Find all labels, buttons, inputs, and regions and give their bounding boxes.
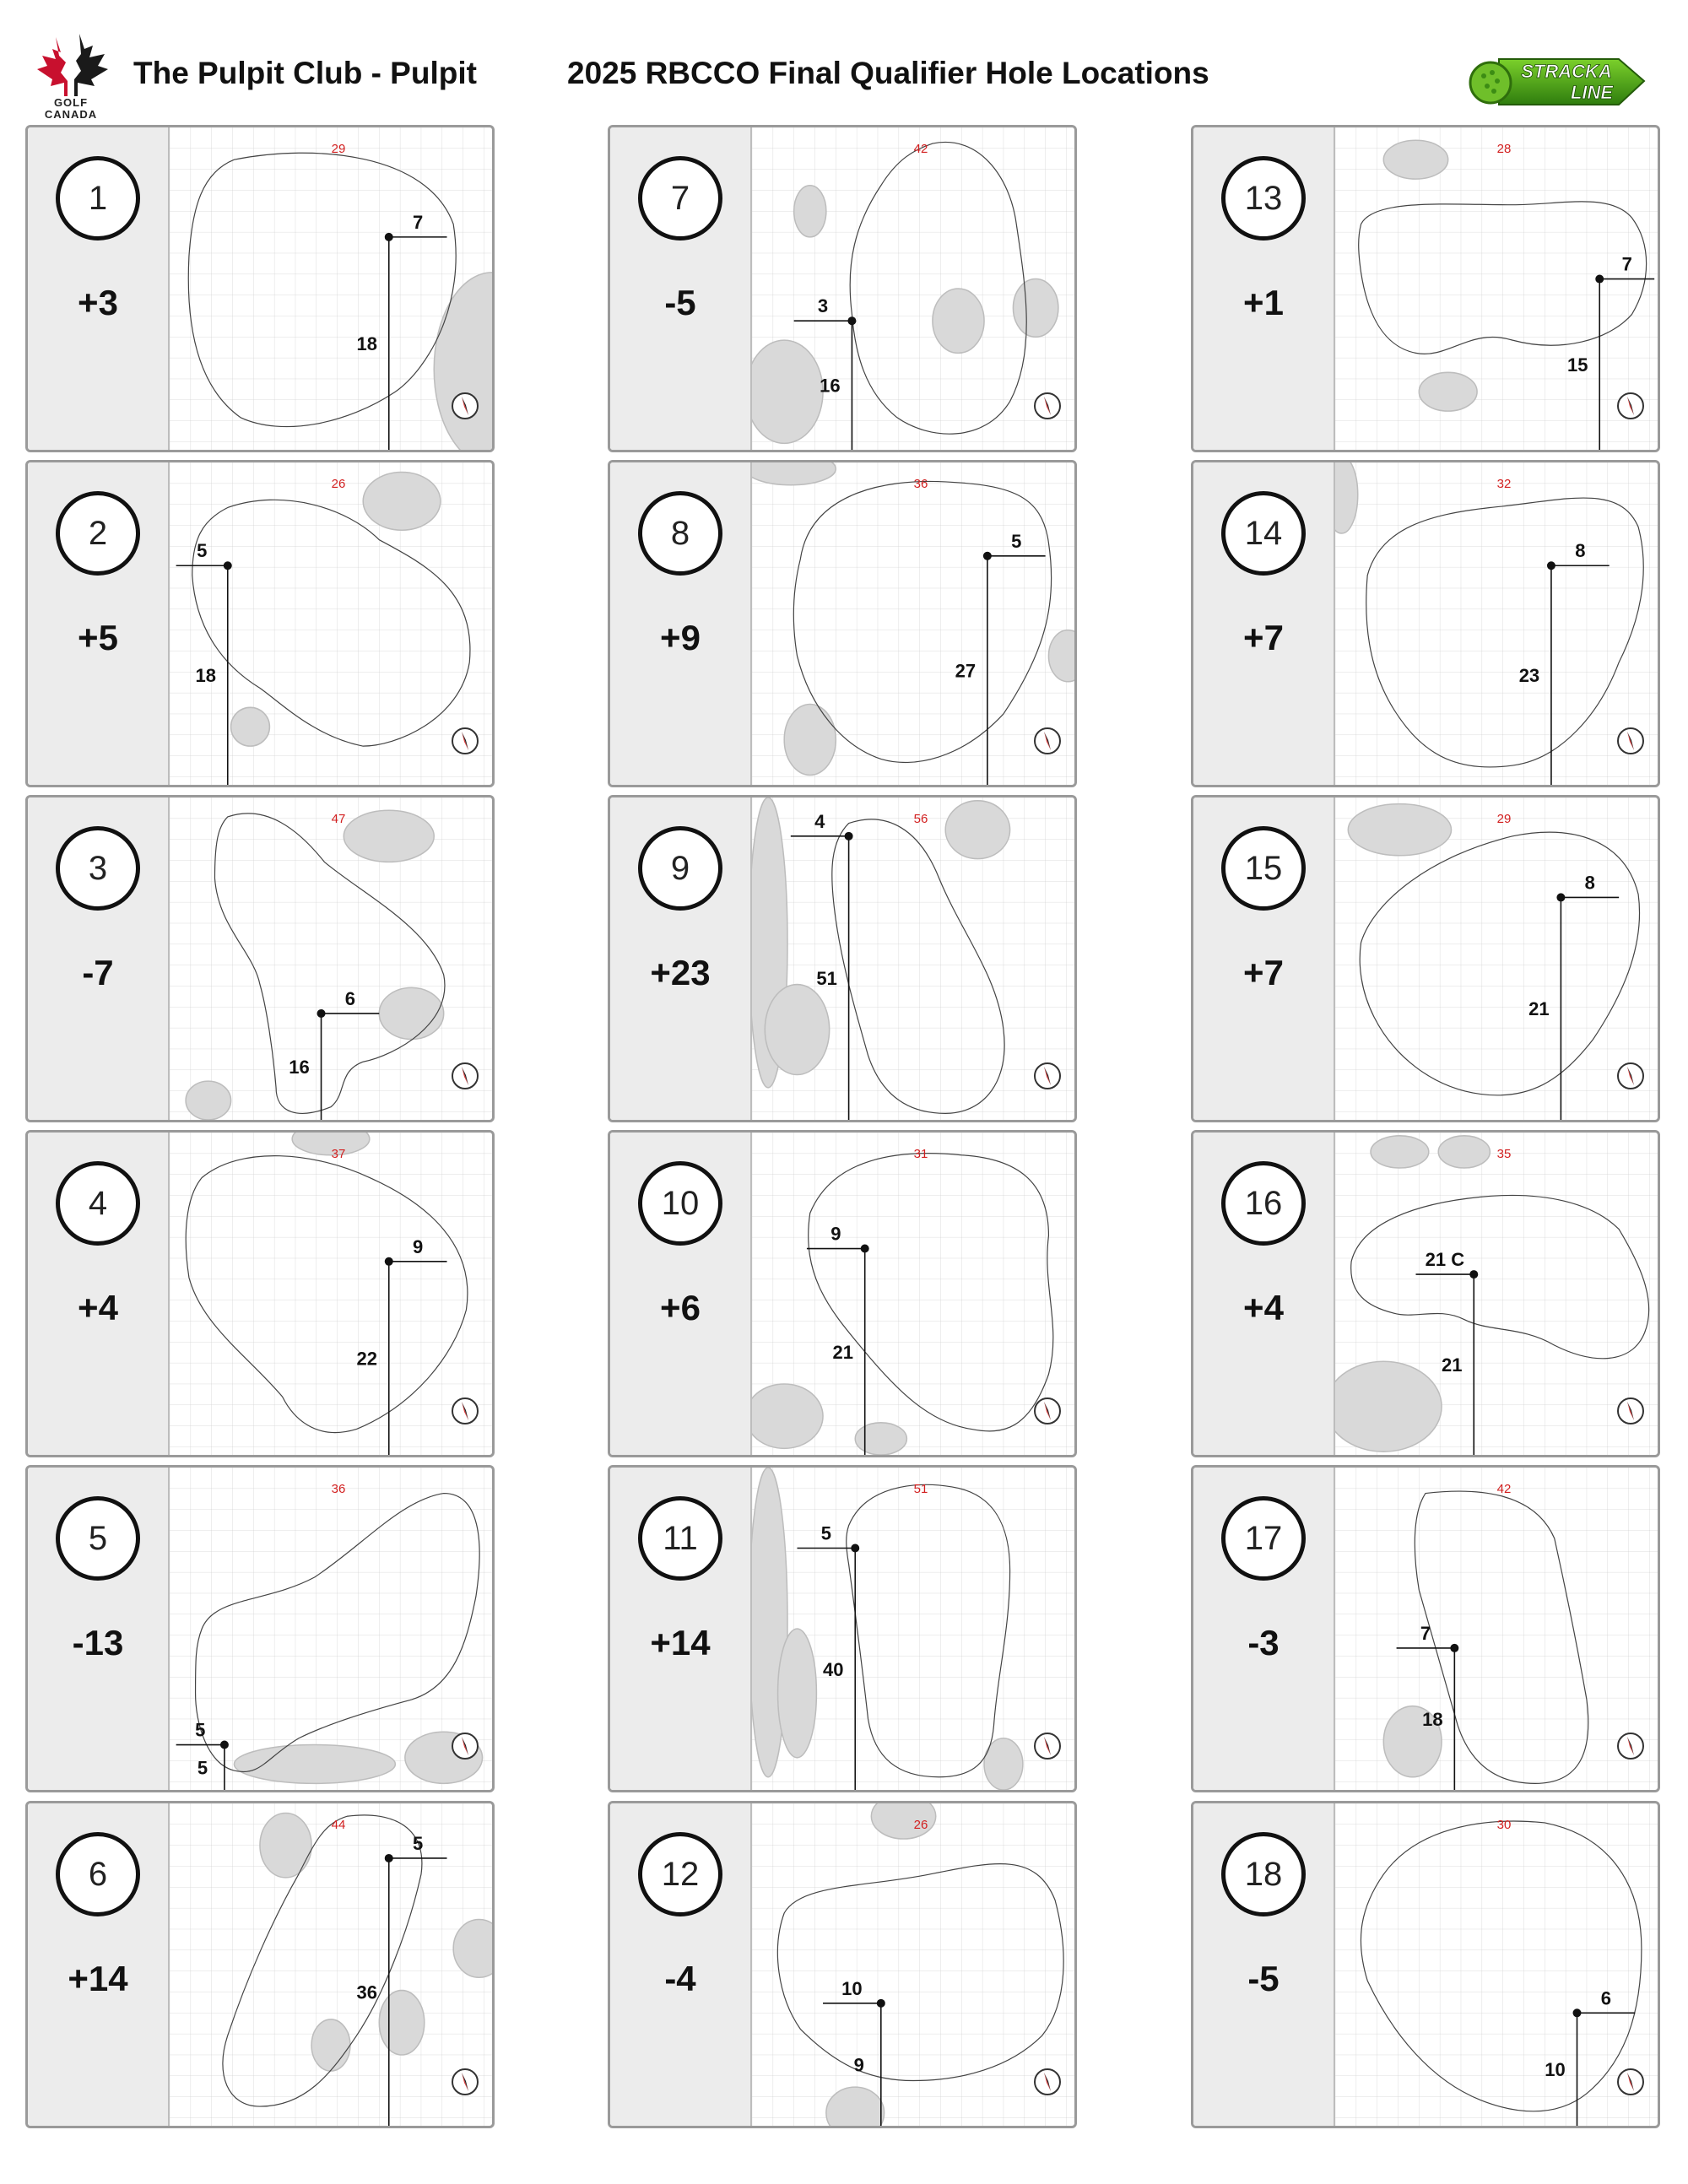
pin-side-value: 6 bbox=[1600, 1987, 1612, 2009]
green-labels bbox=[1335, 1468, 1658, 1790]
pin-side-value: 9 bbox=[413, 1235, 424, 1257]
hole-number: 12 bbox=[638, 1832, 722, 1916]
pin-marker bbox=[385, 1257, 393, 1266]
pin-marker bbox=[851, 1544, 859, 1553]
hole-number: 13 bbox=[1221, 156, 1306, 241]
pin-side-value: 9 bbox=[830, 1223, 841, 1245]
green-depth-label: 29 bbox=[331, 142, 346, 156]
hole-number: 4 bbox=[56, 1161, 140, 1246]
hole-par: -7 bbox=[82, 953, 114, 992]
pin-depth-value: 21 bbox=[1528, 998, 1550, 1020]
green-labels bbox=[1335, 797, 1658, 1120]
hole-par: +14 bbox=[650, 1623, 711, 1662]
hole-par: +4 bbox=[1243, 1288, 1284, 1327]
green-depth-label: 31 bbox=[913, 1147, 928, 1161]
hole-par: +7 bbox=[1243, 618, 1284, 657]
pin-depth-value: 40 bbox=[822, 1658, 844, 1680]
hole-card-15 bbox=[1191, 795, 1660, 1122]
hole-par: +23 bbox=[650, 953, 711, 992]
stracka-line-logo bbox=[1465, 52, 1646, 110]
pin-depth-value: 27 bbox=[955, 660, 977, 682]
green-labels bbox=[1335, 462, 1658, 785]
hole-number: 8 bbox=[638, 491, 722, 576]
pin-marker bbox=[1547, 561, 1555, 570]
hole-card-9 bbox=[608, 795, 1077, 1122]
green-depth-label: 36 bbox=[331, 1482, 346, 1496]
green-labels bbox=[1335, 1803, 1658, 2126]
pin-depth-value: 16 bbox=[289, 1056, 310, 1078]
hole-par: -5 bbox=[1247, 1959, 1280, 1998]
pin-side-value: 5 bbox=[413, 1832, 424, 1854]
pin-marker bbox=[1556, 893, 1565, 901]
pin-side-value: 4 bbox=[814, 810, 825, 832]
hole-number: 7 bbox=[638, 156, 722, 241]
compass-icon bbox=[452, 728, 478, 754]
pin-depth-value: 9 bbox=[853, 2054, 864, 2076]
logo-text-golf: GOLF bbox=[53, 96, 89, 109]
pin-side-value: 5 bbox=[1011, 530, 1022, 552]
hole-card-17 bbox=[1191, 1465, 1660, 1792]
club-title: The Pulpit Club - Pulpit bbox=[133, 56, 477, 90]
hole-card-1 bbox=[25, 125, 495, 452]
hole-par: +4 bbox=[78, 1288, 118, 1327]
pin-depth-value: 15 bbox=[1566, 354, 1588, 376]
pin-side-value: 5 bbox=[820, 1522, 831, 1544]
pin-side-value: 6 bbox=[344, 987, 356, 1009]
hole-card-8 bbox=[608, 460, 1077, 787]
hole-par: +7 bbox=[1243, 953, 1284, 992]
pin-depth-value: 36 bbox=[356, 1981, 378, 2003]
green-labels bbox=[752, 462, 1074, 785]
hole-card-12 bbox=[608, 1801, 1077, 2128]
event-title: 2025 RBCCO Final Qualifier Hole Locations bbox=[567, 56, 1209, 90]
hole-number: 17 bbox=[1221, 1496, 1306, 1581]
green-depth-label: 29 bbox=[1496, 812, 1512, 826]
green-depth-label: 51 bbox=[913, 1482, 928, 1496]
compass-icon bbox=[452, 393, 478, 419]
pin-depth-value: 10 bbox=[1545, 2059, 1566, 2081]
green-depth-label: 28 bbox=[1496, 142, 1512, 156]
compass-icon bbox=[1618, 1398, 1643, 1424]
compass-icon bbox=[1035, 1398, 1060, 1424]
compass-icon bbox=[1618, 393, 1643, 419]
hole-card-4 bbox=[25, 1130, 495, 1457]
pin-marker bbox=[1469, 1270, 1478, 1279]
pin-side-value: 5 bbox=[195, 1719, 206, 1741]
hole-number: 10 bbox=[638, 1161, 722, 1246]
hole-card-6 bbox=[25, 1801, 495, 2128]
compass-icon bbox=[452, 1063, 478, 1089]
hole-card-7 bbox=[608, 125, 1077, 452]
green-labels bbox=[170, 797, 492, 1120]
hole-card-14 bbox=[1191, 460, 1660, 787]
pin-depth-value: 5 bbox=[197, 1757, 208, 1779]
pin-marker bbox=[847, 316, 856, 325]
pin-marker bbox=[1595, 275, 1604, 284]
green-depth-label: 47 bbox=[331, 812, 346, 826]
hole-card-3 bbox=[25, 795, 495, 1122]
hole-par: -5 bbox=[664, 283, 696, 322]
golf-canada-logo bbox=[30, 30, 111, 121]
page-header bbox=[0, 0, 1688, 122]
green-labels bbox=[752, 1803, 1074, 2126]
hole-card-5 bbox=[25, 1465, 495, 1792]
pin-side-value: 8 bbox=[1575, 540, 1586, 562]
green-labels bbox=[752, 1468, 1074, 1790]
hole-number: 1 bbox=[56, 156, 140, 241]
pin-depth-value: 18 bbox=[356, 332, 378, 354]
hole-card-18 bbox=[1191, 1801, 1660, 2128]
green-depth-label: 42 bbox=[1496, 1482, 1512, 1496]
green-depth-label: 32 bbox=[1496, 477, 1512, 491]
hole-par: +14 bbox=[68, 1959, 128, 1998]
pin-marker bbox=[385, 233, 393, 241]
maple-leaf-icon bbox=[30, 30, 111, 98]
green-depth-label: 42 bbox=[913, 142, 928, 156]
pin-marker bbox=[861, 1245, 869, 1253]
pin-depth-value: 18 bbox=[1422, 1708, 1443, 1730]
compass-icon bbox=[452, 1398, 478, 1424]
hole-card-2 bbox=[25, 460, 495, 787]
pin-side-value: 7 bbox=[413, 211, 424, 233]
pin-marker bbox=[1450, 1644, 1458, 1652]
pin-depth-value: 18 bbox=[195, 665, 217, 687]
hole-card-13 bbox=[1191, 125, 1660, 452]
green-depth-label: 26 bbox=[913, 1818, 928, 1832]
pin-depth-value: 23 bbox=[1518, 665, 1540, 687]
green-depth-label: 35 bbox=[1496, 1147, 1512, 1161]
hole-number: 18 bbox=[1221, 1832, 1306, 1916]
pin-side-value: 3 bbox=[817, 295, 829, 317]
pin-side-value: 7 bbox=[1420, 1622, 1431, 1644]
pin-side-value: 8 bbox=[1584, 872, 1595, 894]
pin-marker bbox=[385, 1854, 393, 1862]
hole-par: +3 bbox=[78, 283, 118, 322]
hole-number: 14 bbox=[1221, 491, 1306, 576]
hole-number: 11 bbox=[638, 1496, 722, 1581]
hole-number: 15 bbox=[1221, 826, 1306, 911]
pin-marker bbox=[317, 1009, 326, 1018]
hole-par: -4 bbox=[664, 1959, 696, 1998]
green-depth-label: 44 bbox=[331, 1818, 346, 1832]
green-labels bbox=[170, 1803, 492, 2126]
green-labels bbox=[1335, 127, 1658, 450]
hole-number: 3 bbox=[56, 826, 140, 911]
green-depth-label: 26 bbox=[331, 477, 346, 491]
logo-text-canada: CANADA bbox=[44, 108, 98, 121]
green-depth-label: 37 bbox=[331, 1147, 346, 1161]
compass-icon bbox=[452, 1733, 478, 1759]
pin-depth-value: 22 bbox=[356, 1348, 378, 1370]
green-labels bbox=[170, 127, 492, 450]
green-labels bbox=[170, 462, 492, 785]
compass-icon bbox=[1618, 2069, 1643, 2095]
hole-par: -3 bbox=[1247, 1623, 1280, 1662]
pin-depth-value: 21 bbox=[1442, 1354, 1463, 1376]
hole-par: +5 bbox=[78, 618, 118, 657]
golf-ball-icon bbox=[1470, 62, 1511, 103]
pin-depth-value: 21 bbox=[832, 1341, 853, 1363]
pin-depth-value: 51 bbox=[816, 967, 837, 989]
green-labels bbox=[752, 1133, 1074, 1455]
logo-text-stracka: STRACKA bbox=[1521, 61, 1612, 82]
hole-number: 16 bbox=[1221, 1161, 1306, 1246]
compass-icon bbox=[1035, 393, 1060, 419]
green-labels bbox=[170, 1133, 492, 1455]
green-depth-label: 30 bbox=[1496, 1818, 1512, 1832]
green-depth-label: 56 bbox=[913, 812, 928, 826]
hole-number: 2 bbox=[56, 491, 140, 576]
hole-card-10 bbox=[608, 1130, 1077, 1457]
hole-number: 5 bbox=[56, 1496, 140, 1581]
green-labels bbox=[1335, 1133, 1658, 1455]
compass-icon bbox=[1035, 728, 1060, 754]
pin-marker bbox=[983, 552, 992, 560]
logo-text-line: LINE bbox=[1570, 82, 1614, 103]
hole-par: +1 bbox=[1243, 283, 1284, 322]
hole-card-11 bbox=[608, 1465, 1077, 1792]
pin-marker bbox=[1573, 2008, 1582, 2017]
hole-par: +9 bbox=[660, 618, 701, 657]
compass-icon bbox=[1618, 1733, 1643, 1759]
hole-number: 9 bbox=[638, 826, 722, 911]
hole-par: +6 bbox=[660, 1288, 701, 1327]
hole-par: -13 bbox=[72, 1623, 124, 1662]
pin-depth-value: 16 bbox=[820, 375, 841, 397]
green-labels bbox=[752, 797, 1074, 1120]
compass-icon bbox=[1618, 1063, 1643, 1089]
pin-marker bbox=[220, 1741, 229, 1749]
green-depth-label: 36 bbox=[913, 477, 928, 491]
pin-side-value: 7 bbox=[1621, 253, 1632, 275]
compass-icon bbox=[452, 2069, 478, 2095]
pin-marker bbox=[224, 561, 232, 570]
compass-icon bbox=[1035, 1733, 1060, 1759]
pin-marker bbox=[845, 832, 853, 841]
hole-card-16 bbox=[1191, 1130, 1660, 1457]
green-labels bbox=[752, 127, 1074, 450]
pin-side-value: 5 bbox=[197, 540, 208, 562]
pin-side-value: 21 C bbox=[1425, 1249, 1465, 1271]
green-labels bbox=[170, 1468, 492, 1790]
hole-number: 6 bbox=[56, 1832, 140, 1916]
compass-icon bbox=[1035, 2069, 1060, 2095]
compass-icon bbox=[1618, 728, 1643, 754]
compass-icon bbox=[1035, 1063, 1060, 1089]
pin-marker bbox=[877, 1999, 885, 2008]
pin-side-value: 10 bbox=[841, 1977, 863, 1999]
